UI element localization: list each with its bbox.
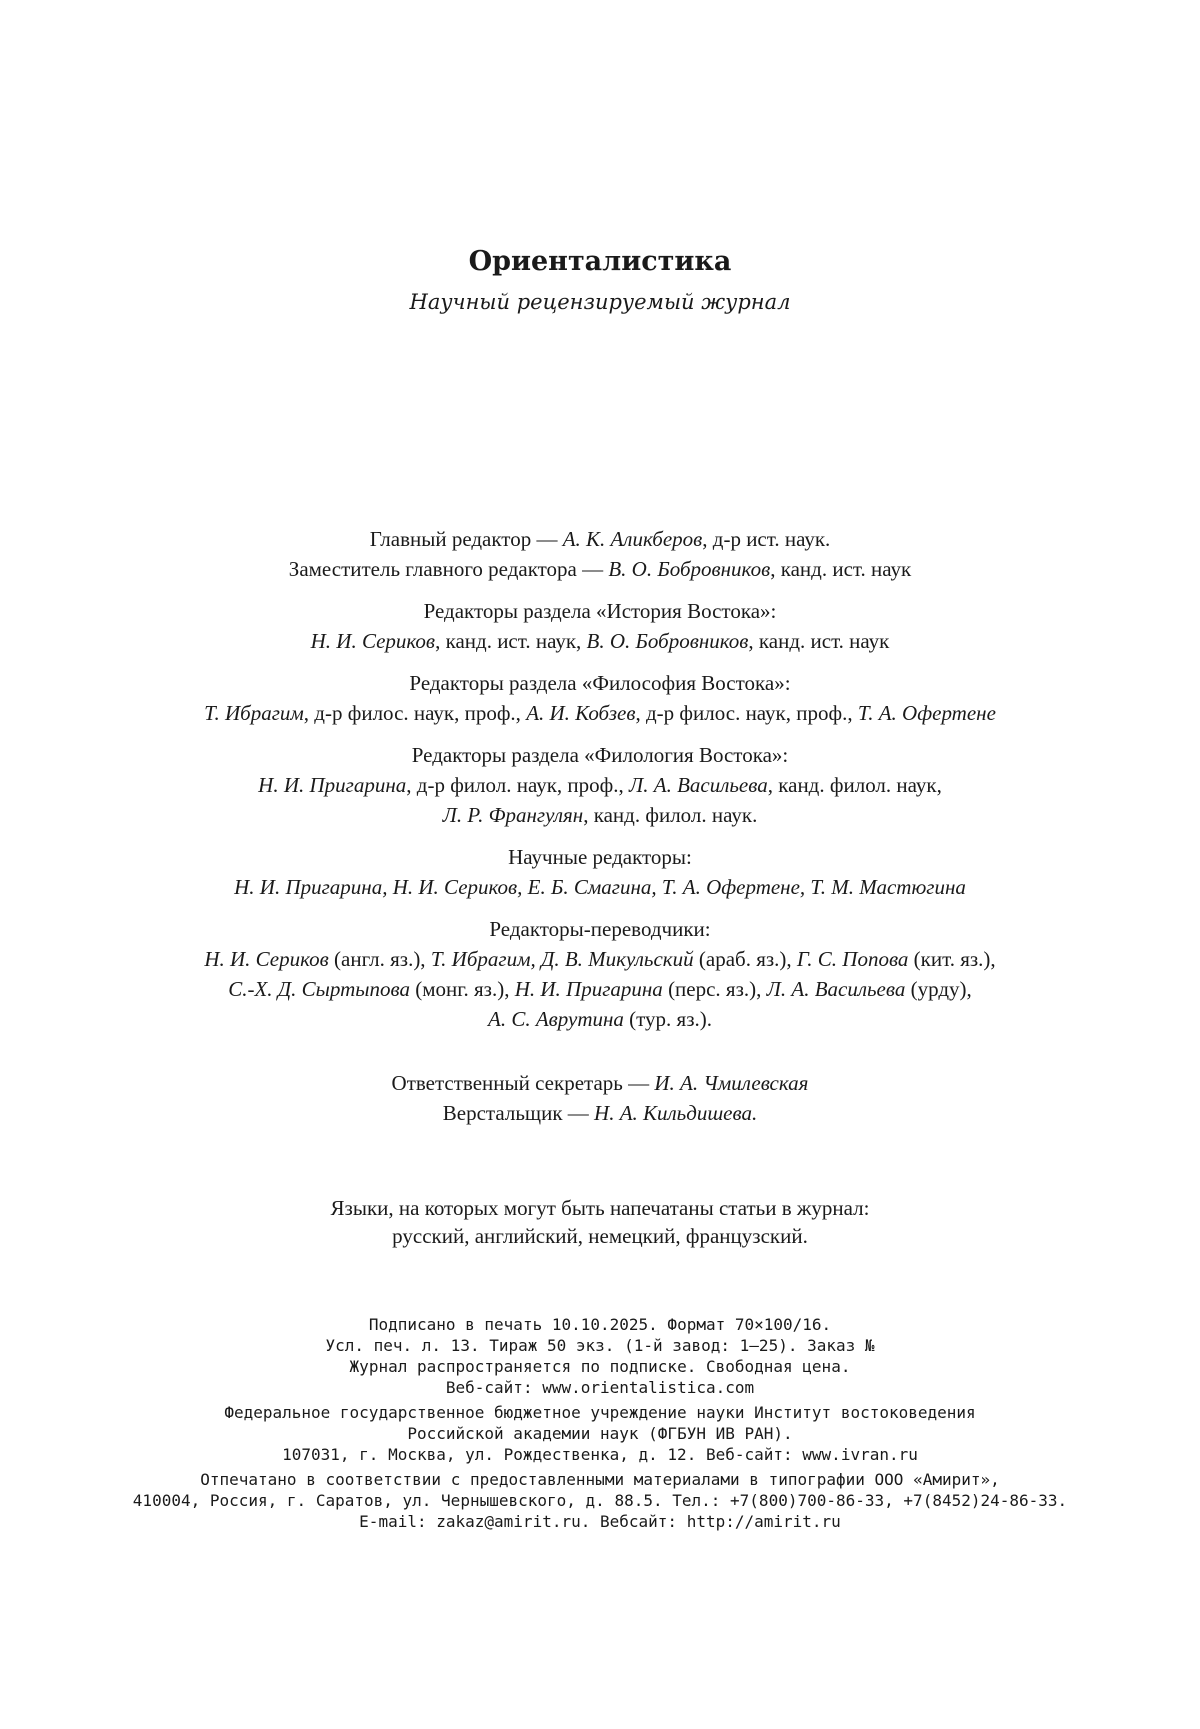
deputy-editor-line [0,554,1200,584]
translator-name: Г. С. Попова [796,947,909,971]
layout-designer-line [0,1098,1200,1128]
deputy-editor-label: Заместитель главного редактора — [288,557,609,581]
science-editors-names [0,872,1200,902]
imprint-line: Отпечатано в соответствии с предоставленными материалами в типографии ООО «Амирит», [200,1470,1000,1489]
staff-block [0,1068,1200,1128]
imprint-line: Подписано в печать 10.10.2025. Формат 70×100/16. [368,1315,832,1334]
editor-degree: , канд. ист. наук, [435,629,587,653]
translators-line-1 [0,944,1200,974]
translator-name: Н. И. Сериков [204,947,329,971]
translator-language: (англ. яз.), [328,947,431,971]
translators-line-2 [0,974,1200,1004]
editor-name: Л. Р. Франгулян [442,803,584,827]
translator-name: А. С. Аврутина [488,1007,624,1031]
secretary-line [0,1068,1200,1098]
history-section-block [0,596,1200,656]
editor-name: Т. Ибрагим [204,701,304,725]
chief-editors-block [0,524,1200,584]
science-editors-heading: Научные редакторы: [508,845,692,869]
philology-section-heading: Редакторы раздела «Филология Востока»: [411,743,789,767]
languages-list: русский, английский, немецкий, французский. [392,1224,808,1248]
publication-languages [0,1194,1200,1250]
secretary-label: Ответственный секретарь — [391,1071,655,1095]
imprint-line: Российской академии наук (ФГБУН ИВ РАН). [407,1424,793,1443]
chief-editor-name: А. К. Аликберов [562,527,703,551]
translators-heading: Редакторы-переводчики: [489,917,711,941]
translator-language: (урду), [905,977,972,1001]
chief-editor-label: Главный редактор — [369,527,563,551]
translator-name: Т. Ибрагим, Д. В. Микульский [430,947,694,971]
translator-language: (араб. яз.), [693,947,797,971]
philosophy-section-block [0,668,1200,728]
philosophy-section-heading: Редакторы раздела «Философия Востока»: [409,671,791,695]
publisher-details [0,1402,1200,1465]
layout-designer-name: Н. А. Кильдишева. [594,1101,758,1125]
editor-degree: , канд. филол. наук, [767,773,942,797]
philology-section-editors [0,770,1200,800]
print-details [0,1314,1200,1398]
imprint-line: Журнал распространяется по подписке. Свободная цена. [349,1357,851,1376]
chief-editor-degree: , д-р ист. наук. [702,527,831,551]
imprint-line: Федеральное государственное бюджетное учреждение науки Институт востоковедения [224,1403,976,1422]
editor-names: Н. И. Пригарина, Н. И. Сериков, Е. Б. Смагина, Т. А. Офертене, Т. М. Мастюгина [234,875,966,899]
editor-degree: , д-р филос. наук, проф., [303,701,527,725]
editor-degree: , канд. филол. наук. [583,803,758,827]
editor-name: А. И. Кобзев [526,701,636,725]
editor-name: Н. И. Сериков [310,629,436,653]
imprint-line: Усл. печ. л. 13. Тираж 50 экз. (1-й завод: 1–25). Заказ № [325,1336,875,1355]
editorial-board [0,524,1200,1140]
layout-designer-label: Верстальщик — [442,1101,595,1125]
editor-degree: , д-р филос. наук, проф., [635,701,858,725]
secretary-name: И. А. Чмилевская [654,1071,809,1095]
spacer [0,1046,1200,1068]
translator-language: (тур. яз.). [623,1007,712,1031]
history-section-editors [0,626,1200,656]
editor-name: Л. А. Васильева [629,773,768,797]
editor-name: Т. А. Офертене [857,701,996,725]
philology-section-editors-cont [0,800,1200,830]
imprint-line: 410004, Россия, г. Саратов, ул. Чернышевского, д. 88.5. Тел.: +7(800)700-86-33, +7(8452)24-86-33. [132,1491,1068,1510]
editor-degree: , д-р филол. наук, проф., [406,773,630,797]
translators-block [0,914,1200,1034]
chief-editor-line [0,524,1200,554]
journal-title: Ориенталистика [468,246,732,277]
deputy-editor-name: В. О. Бобровников [608,557,771,581]
philology-section-block [0,740,1200,830]
imprint-line: 107031, г. Москва, ул. Рождественка, д. 12. Веб-сайт: www.ivran.ru [282,1445,918,1464]
translator-name: Н. И. Пригарина [514,977,663,1001]
science-editors-block [0,842,1200,902]
deputy-editor-degree: , канд. ист. наук [770,557,912,581]
history-section-heading: Редакторы раздела «История Востока»: [423,599,777,623]
printer-details [0,1469,1200,1532]
imprint-block [0,1314,1200,1536]
translators-line-3 [0,1004,1200,1034]
translator-language: (кит. яз.), [908,947,996,971]
philosophy-section-editors [0,698,1200,728]
editor-degree: , канд. ист. наук [748,629,890,653]
translator-language: (перс. яз.), [662,977,767,1001]
journal-website: Веб-сайт: www.orientalistica.com [445,1378,755,1397]
languages-line: Языки, на которых могут быть напечатаны статьи в журнал: [330,1196,870,1220]
editor-name: Н. И. Пригарина [258,773,407,797]
translator-name: С.-Х. Д. Сыртыпова [228,977,410,1001]
translator-language: (монг. яз.), [409,977,515,1001]
journal-subtitle: Научный рецензируемый журнал [409,290,791,314]
translator-name: Л. А. Васильева [766,977,906,1001]
editor-name: В. О. Бобровников [586,629,749,653]
imprint-line: E-mail: zakaz@amirit.ru. Вебсайт: http://amirit.ru [359,1512,841,1531]
